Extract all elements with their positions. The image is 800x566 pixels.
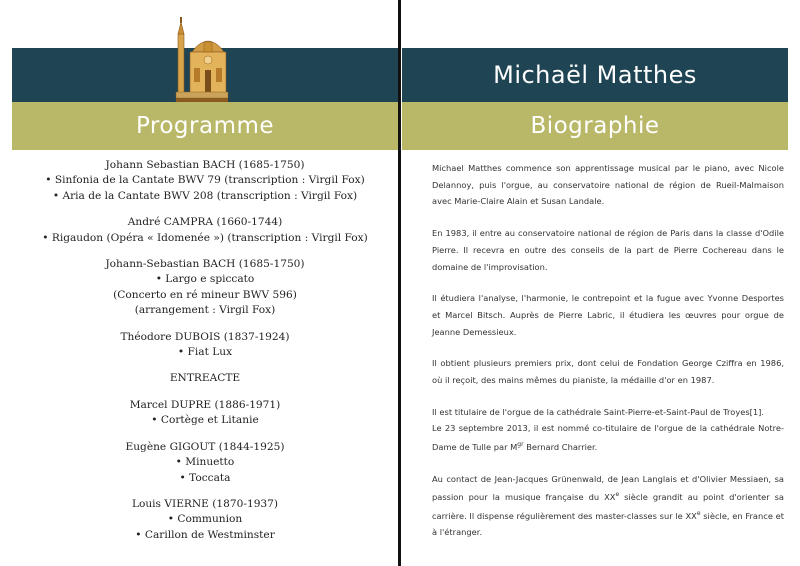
programme-item: Johann Sebastian BACH (1685-1750) • Sinfonia de la Cantate BWV 79 (transcription : Virgil Fox) • Aria de la Cantate BWV 208 (transcription : Virgil Fox) bbox=[45, 159, 365, 202]
church-illustration bbox=[170, 12, 234, 102]
bio-paragraph: Michael Matthes commence son apprentissage musical par le piano, avec Nicole Delannoy, puis l'orgue, au conservatoire national de région de Rueil-Malmaison avec Marie-Claire Alain et Susan Landale. bbox=[432, 163, 784, 207]
bio-paragraph: Il étudiera l'analyse, l'harmonie, le contrepoint et la fugue avec Yvonne Desportes et Marcel Bitsch. Auprès de Pierre Labric, il étudiera les œuvres pour orgue de Jeanne Demessieux. bbox=[432, 293, 784, 337]
programme-page bbox=[0, 0, 398, 566]
bio-paragraph: Au contact de Jean-Jacques Grünenwald, de Jean Langlais et d'Olivier Messiaen, sa passion pour la musique française du XXe siècle grandit au point d'orienter sa carrière. Il dispense régulièrement des master-classes sur le XXe siècle, en France et à l'étranger. bbox=[432, 473, 784, 538]
biography-title: Biographie bbox=[530, 113, 660, 139]
programme-item: André CAMPRA (1660-1744) • Rigaudon (Opéra « Idomenée ») (transcription : Virgil Fox) bbox=[42, 216, 368, 244]
programme-list bbox=[12, 158, 398, 554]
programme-item: Théodore DUBOIS (1837-1924) • Fiat Lux bbox=[120, 330, 290, 359]
bio-paragraph: Il est titulaire de l'orgue de la cathédrale Saint-Pierre-et-Saint-Paul de Troyes[1]. bbox=[432, 406, 765, 417]
programme-title-band bbox=[12, 102, 398, 150]
biography-page bbox=[402, 0, 800, 566]
programme-item: Louis VIERNE (1870-1937) • Communion • Carillon de Westminster bbox=[131, 497, 279, 541]
intermission-label: ENTREACTE bbox=[169, 372, 241, 385]
bio-paragraph: En 1983, il entre au conservatoire national de région de Paris dans la classe d'Odile Pierre. Il recevra en outre des conseils de la part de Pierre Cochereau dans le domaine de l'improvisation. bbox=[432, 228, 784, 272]
bio-paragraph: Le 23 septembre 2013, il est nommé co-titulaire de l'orgue de la cathédrale Notre-Dame de Tulle par $M^{gr}$ Bernard Charrier. bbox=[432, 423, 784, 452]
programme-title: Programme bbox=[135, 113, 275, 139]
page-divider bbox=[398, 0, 401, 566]
programme-item: Marcel DUPRE (1886-1971) • Cortège et Litanie bbox=[129, 398, 281, 427]
biography-text bbox=[432, 160, 784, 556]
performer-name: Michaël Matthes bbox=[493, 61, 697, 89]
name-band bbox=[402, 48, 788, 102]
bio-paragraph: Il obtient plusieurs premiers prix, dont celui de Fondation George Cziffra en 1986, où il reçoit, des mains mêmes du pianiste, la médaille d'or en 1987. bbox=[432, 358, 784, 386]
programme-item: Johann-Sebastian BACH (1685-1750) • Largo e spiccato (Concerto en ré mineur BWV 596) (arrangement : Virgil Fox) bbox=[105, 258, 305, 317]
programme-item: Eugène GIGOUT (1844-1925) • Minuetto • Toccata bbox=[125, 440, 285, 484]
biography-title-band bbox=[402, 102, 788, 150]
